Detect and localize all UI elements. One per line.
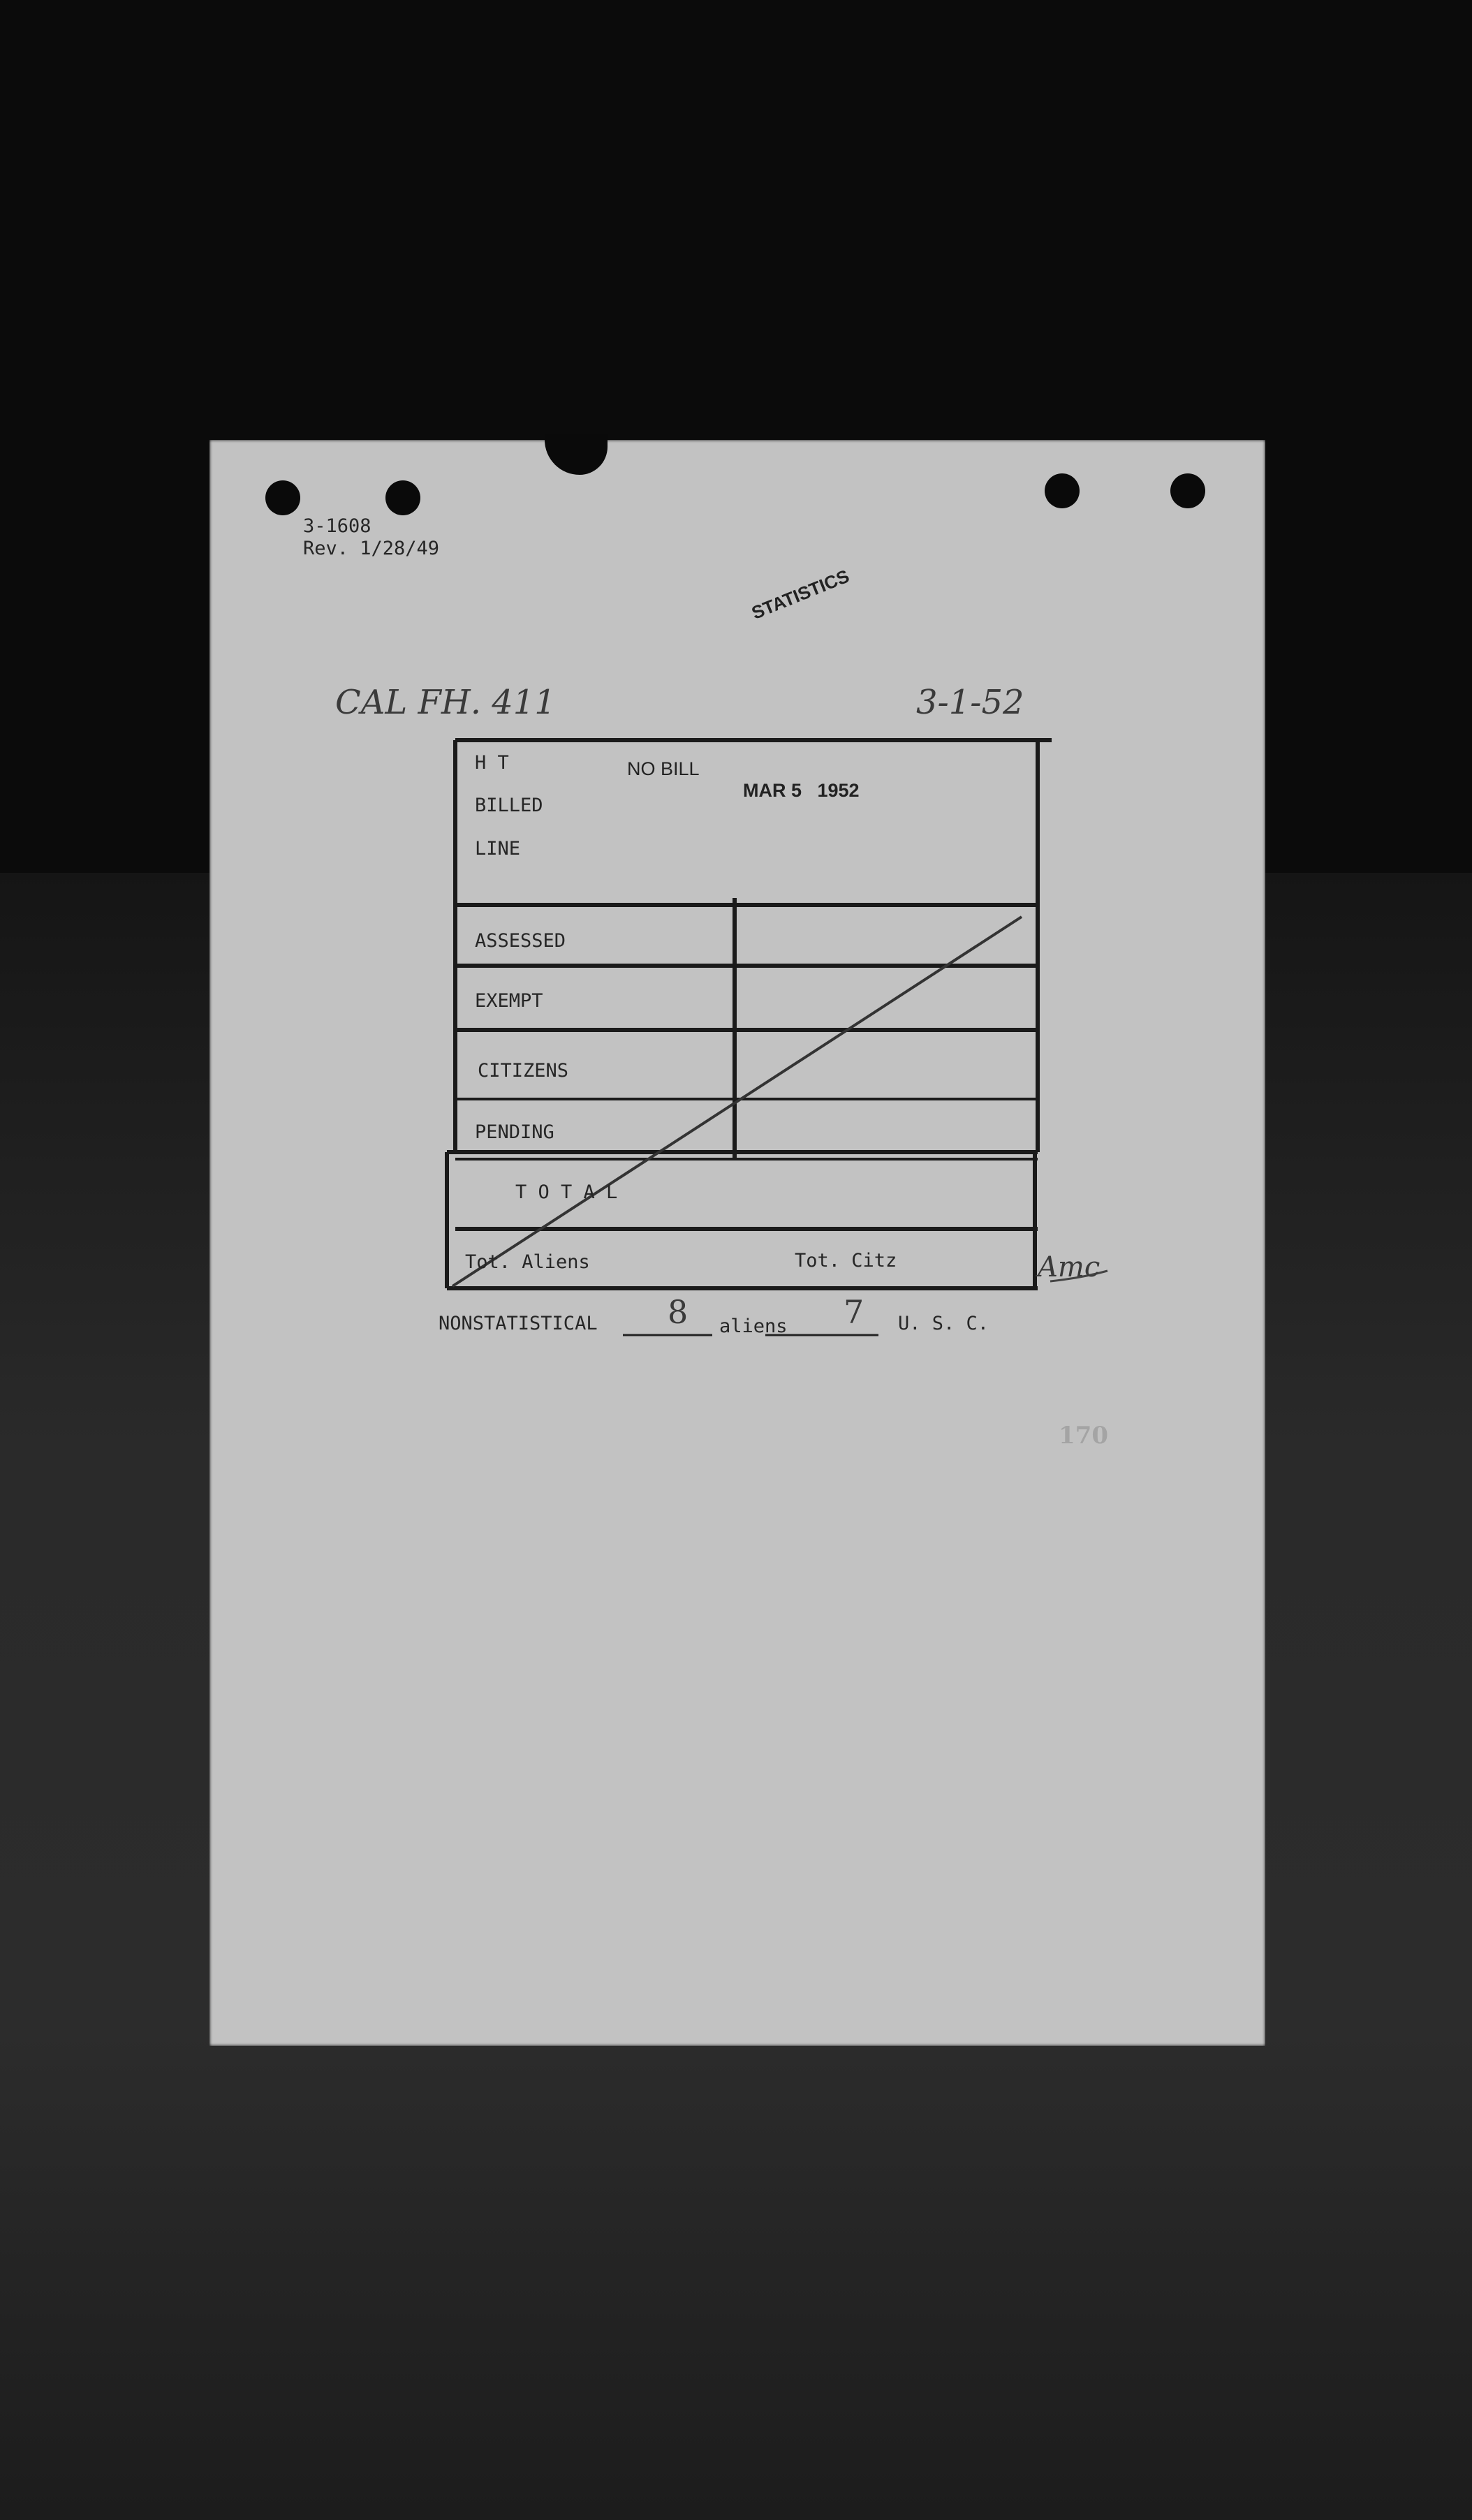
statistics-stamp: STATISTICS — [749, 565, 853, 624]
handwritten-usc-count: 7 — [844, 1293, 864, 1331]
aliens-label: aliens — [719, 1316, 788, 1337]
header-line1: H T — [475, 752, 509, 774]
nonstatistical-label: NONSTATISTICAL — [439, 1313, 598, 1334]
handwritten-aliens-count: 8 — [668, 1293, 689, 1331]
handwritten-date: 3-1-52 — [916, 683, 1024, 722]
row-label-pending: PENDING — [475, 1121, 554, 1143]
usc-label: U. S. C. — [898, 1313, 989, 1334]
row-label-citizens: CITIZENS — [478, 1060, 569, 1082]
document-page — [209, 440, 1265, 2046]
received-date-stamp: MAR 5 1952 — [743, 780, 860, 801]
row-label-exempt: EXEMPT — [475, 990, 543, 1012]
header-line2: BILLED — [475, 795, 543, 816]
total-label: T O T A L — [515, 1181, 618, 1203]
statistics-form-grid — [209, 440, 1265, 2046]
header-line3: LINE — [475, 838, 521, 860]
row-label-assessed: ASSESSED — [475, 930, 566, 952]
handwritten-case-ref: CAL FH. 411 — [335, 683, 556, 722]
tot-citz-label: Tot. Citz — [795, 1250, 897, 1272]
form-number: 3-1608 — [303, 515, 371, 537]
revision-date: Rev. 1/28/49 — [303, 538, 440, 559]
no-bill-stamp: NO BILL — [627, 758, 700, 779]
faint-mark: 170 — [1059, 1422, 1108, 1450]
tot-aliens-label: Tot. Aliens — [465, 1251, 590, 1273]
handwritten-initials: Amc — [1038, 1251, 1101, 1283]
